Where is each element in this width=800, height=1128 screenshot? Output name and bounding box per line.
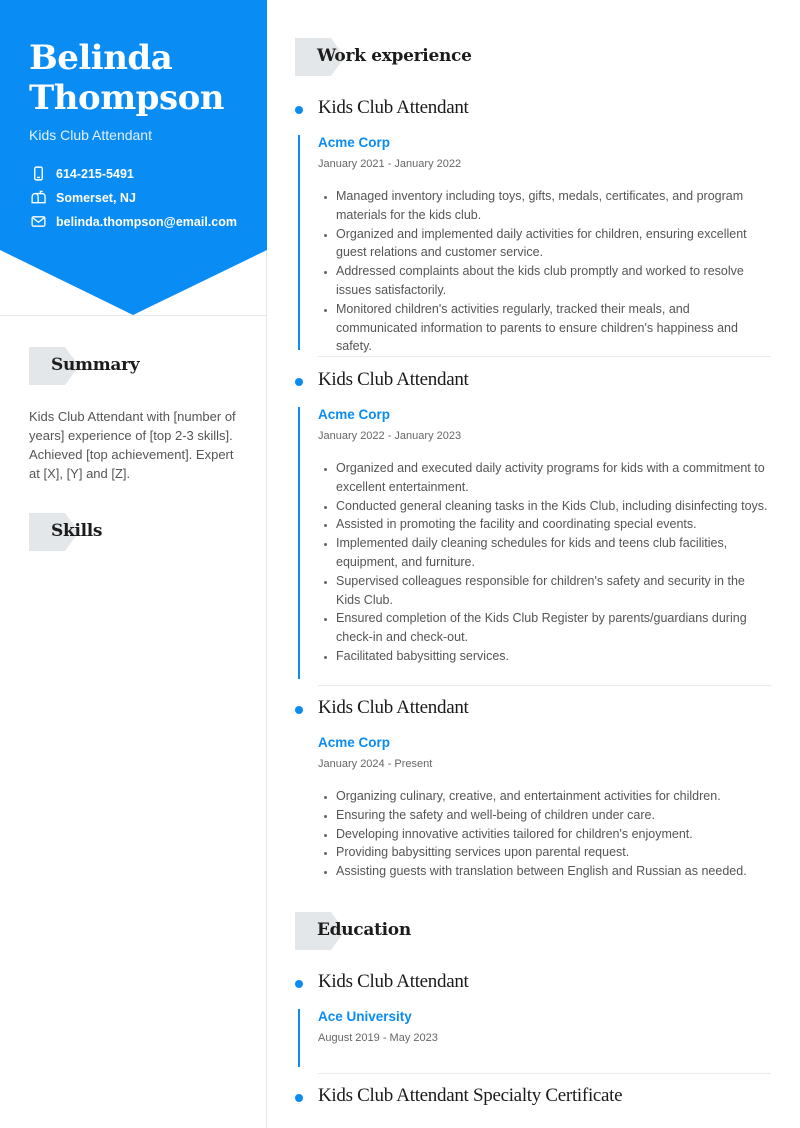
skills-heading xyxy=(29,513,189,551)
timeline-dot xyxy=(295,980,303,988)
work-experience-title: Work experience xyxy=(317,46,472,66)
job-entry xyxy=(295,369,775,689)
contact-email[interactable] xyxy=(31,214,237,229)
sidebar-divider xyxy=(0,315,267,316)
job-bullets xyxy=(336,459,772,666)
education-entry xyxy=(295,971,775,1081)
bullet-item: • Organized and executed daily activity programs for kids with a commitment to excellent entertainment. xyxy=(336,459,772,497)
work-experience-heading xyxy=(295,38,495,76)
contact-location xyxy=(31,190,136,205)
candidate-name xyxy=(29,38,259,118)
education-dates: August 2019 - May 2023 xyxy=(318,1032,438,1044)
bullet-item: • Ensuring the safety and well-being of children under care. xyxy=(336,806,772,825)
bullet-item: • Implemented daily cleaning schedules for kids and teens club facilities, equipment, and furniture. xyxy=(336,534,772,572)
certificate-title: Kids Club Attendant Specialty Certificate xyxy=(318,1085,623,1106)
job-entry xyxy=(295,97,775,357)
timeline-dot xyxy=(295,706,303,714)
job-entry xyxy=(295,697,775,897)
bullet-item: • Ensured completion of the Kids Club Register by parents/guardians during check-in and check-out. xyxy=(336,609,772,647)
contact-phone[interactable] xyxy=(31,166,134,181)
sidebar xyxy=(0,0,267,1128)
email-icon xyxy=(31,214,46,229)
job-title: Kids Club Attendant xyxy=(318,97,469,118)
job-bullets xyxy=(336,187,772,356)
timeline-dot xyxy=(295,378,303,386)
job-dates: January 2021 - January 2022 xyxy=(318,158,462,170)
bullet-item: • Supervised colleagues responsible for children's safety and security in the Kids Club. xyxy=(336,572,772,610)
job-dates: January 2022 - January 2023 xyxy=(318,430,462,442)
education-title: Education xyxy=(317,920,411,940)
degree-title: Kids Club Attendant xyxy=(318,971,469,992)
company-name: Acme Corp xyxy=(318,735,391,750)
education-heading xyxy=(295,912,495,950)
timeline-line xyxy=(298,135,300,350)
bullet-item: • Monitored children's activities regularly, tracked their meals, and communicated information to parents to ensure children's happiness and safety. xyxy=(336,300,772,356)
bullet-item: • Organized and implemented daily activities for children, ensuring excellent guest relations and customer service. xyxy=(336,225,772,263)
timeline-dot xyxy=(295,106,303,114)
mailbox-location-icon xyxy=(31,190,46,205)
last-name: Thompson xyxy=(29,78,224,118)
timeline-dot xyxy=(295,1094,303,1102)
phone-text: 614-215-5491 xyxy=(56,166,134,181)
job-title: Kids Club Attendant xyxy=(318,369,469,390)
entry-separator xyxy=(318,685,771,686)
timeline-line xyxy=(298,407,300,679)
entry-separator xyxy=(318,1073,771,1074)
job-dates: January 2024 - Present xyxy=(318,758,433,770)
timeline-line xyxy=(298,1009,300,1067)
phone-icon xyxy=(31,166,46,181)
email-text: belinda.thompson@email.com xyxy=(56,214,237,229)
company-name: Acme Corp xyxy=(318,407,391,422)
first-name: Belinda xyxy=(29,38,173,78)
bullet-item: • Providing babysitting services upon parental request. xyxy=(336,843,772,862)
summary-heading xyxy=(29,347,189,385)
summary-text: Kids Club Attendant with [number of years] experience of [top 2-3 skills]. Achieved [top achievement]. Expert at [X], [Y] and [Z]. xyxy=(29,409,236,481)
job-title: Kids Club Attendant xyxy=(318,697,469,718)
bullet-item: • Assisted in promoting the facility and coordinating special events. xyxy=(336,515,772,534)
bullet-item: • Assisting guests with translation between English and Russian as needed. xyxy=(336,862,772,881)
bullet-item: • Organizing culinary, creative, and entertainment activities for children. xyxy=(336,787,772,806)
company-name: Acme Corp xyxy=(318,135,391,150)
profile-header xyxy=(0,0,267,316)
candidate-role: Kids Club Attendant xyxy=(29,127,152,143)
job-bullets xyxy=(336,787,772,881)
bullet-item: • Conducted general cleaning tasks in the Kids Club, including disinfecting toys. xyxy=(336,497,772,516)
bullet-item: • Addressed complaints about the kids club promptly and worked to resolve issues satisfactorily. xyxy=(336,262,772,300)
skills-title: Skills xyxy=(51,521,103,541)
entry-separator xyxy=(318,356,771,357)
school-name: Ace University xyxy=(318,1009,412,1024)
summary-title: Summary xyxy=(51,355,140,375)
education-entry xyxy=(295,1085,775,1125)
bullet-item: • Facilitated babysitting services. xyxy=(336,647,772,666)
location-text: Somerset, NJ xyxy=(56,190,136,205)
bullet-item: • Developing innovative activities tailored for children's enjoyment. xyxy=(336,825,772,844)
bullet-item: • Managed inventory including toys, gifts, medals, certificates, and program materials for the kids club. xyxy=(336,187,772,225)
